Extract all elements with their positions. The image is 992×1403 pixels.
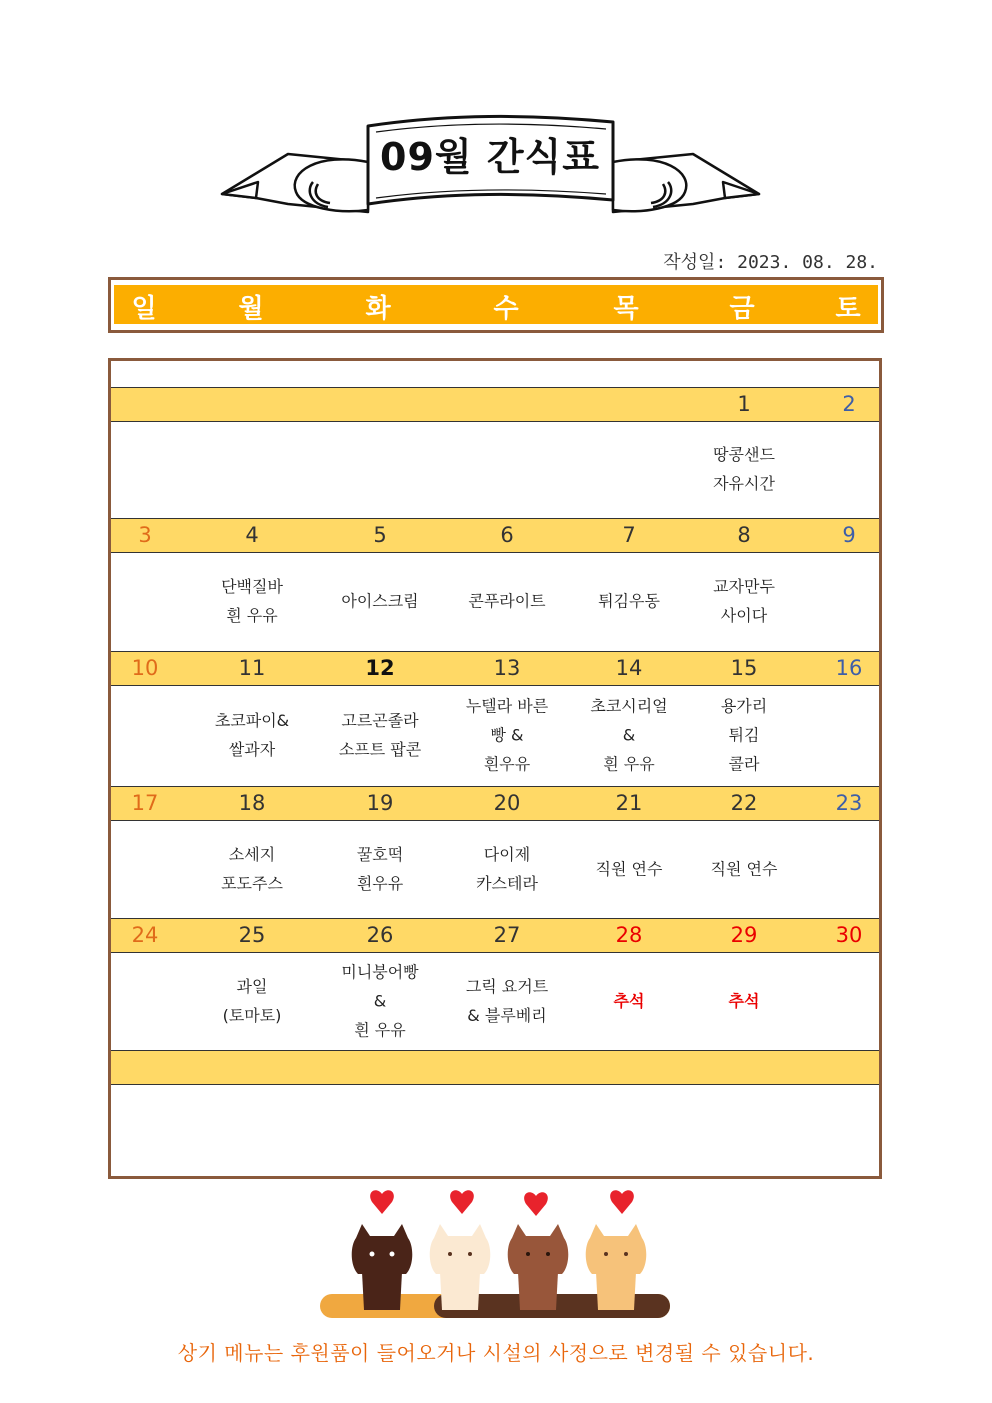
heart-icon bbox=[450, 1190, 474, 1214]
date-number: 19 bbox=[366, 791, 394, 815]
menu-item: 흰 우유 bbox=[354, 1020, 406, 1039]
date-number: 10 bbox=[131, 656, 159, 680]
menu-item: 직원 연수 bbox=[710, 859, 778, 878]
menu-item: & bbox=[622, 725, 636, 745]
menu-item: 고르곤졸라 bbox=[341, 711, 419, 730]
written-date: 작성일: 2023. 08. 28. bbox=[663, 252, 878, 273]
menu-cell bbox=[713, 572, 775, 630]
menu-item: 콘푸라이트 bbox=[468, 591, 546, 611]
menu-cell bbox=[223, 972, 282, 1030]
menu-item: 흰 우유 bbox=[603, 754, 655, 774]
date-number: 16 bbox=[835, 656, 863, 680]
date-number: 23 bbox=[835, 791, 863, 815]
weekday-header-fill bbox=[114, 285, 878, 324]
date-band bbox=[111, 1050, 879, 1085]
menu-item: 콜라 bbox=[728, 754, 760, 774]
date-number: 6 bbox=[500, 523, 514, 547]
menu-item: 과일 bbox=[236, 976, 268, 996]
date-number: 30 bbox=[835, 923, 863, 947]
date-number: 29 bbox=[730, 923, 758, 947]
menu-item: & 블루베리 bbox=[467, 1005, 547, 1025]
menu-cell bbox=[614, 986, 645, 1015]
date-number: 21 bbox=[615, 791, 643, 815]
date-number: 3 bbox=[138, 523, 152, 547]
date-number: 7 bbox=[622, 523, 636, 547]
menu-item: 땅콩샌드 bbox=[713, 445, 775, 464]
cats-illustration bbox=[316, 1186, 676, 1334]
date-number: 2 bbox=[842, 392, 856, 416]
menu-item: 자유시간 bbox=[713, 474, 775, 493]
date-number: 1 bbox=[737, 392, 751, 416]
date-number: 14 bbox=[615, 656, 643, 680]
weekday-fri: 금 bbox=[729, 294, 755, 324]
date-number: 8 bbox=[737, 523, 751, 547]
menu-item: 초코시리얼 bbox=[590, 696, 668, 716]
menu-cell bbox=[598, 587, 660, 616]
menu-item: 튀김 bbox=[728, 725, 760, 745]
date-number: 9 bbox=[842, 523, 856, 547]
date-band bbox=[111, 918, 879, 953]
menu-cell bbox=[341, 587, 418, 616]
menu-cell bbox=[466, 692, 548, 779]
menu-item: 쌀과자 bbox=[228, 740, 276, 759]
menu-item: 흰우유 bbox=[483, 754, 531, 774]
date-number: 15 bbox=[730, 656, 758, 680]
menu-item: 그릭 요거트 bbox=[465, 976, 549, 996]
menu-item: 흰 우유 bbox=[226, 606, 278, 625]
menu-item: 미니붕어빵 bbox=[341, 962, 419, 981]
date-number: 11 bbox=[238, 656, 266, 680]
page-title: 09월 간식표 bbox=[380, 135, 600, 179]
date-number: 5 bbox=[373, 523, 387, 547]
weekday-header-bar bbox=[108, 277, 884, 333]
menu-item: 추석 bbox=[613, 991, 645, 1010]
heart-icon bbox=[370, 1190, 394, 1214]
menu-item: 소세지 bbox=[228, 844, 276, 864]
menu-item: 빵 & bbox=[490, 725, 524, 745]
menu-item: 단백질바 bbox=[221, 577, 283, 596]
menu-cell bbox=[721, 692, 767, 779]
date-number: 20 bbox=[493, 791, 521, 815]
date-number: 24 bbox=[131, 923, 159, 947]
menu-cell bbox=[221, 572, 283, 630]
menu-item: 소프트 팝콘 bbox=[338, 740, 422, 759]
weekday-sun: 일 bbox=[131, 294, 157, 324]
menu-item: 꿀호떡 bbox=[356, 844, 404, 864]
menu-item: 카스테라 bbox=[476, 873, 538, 893]
menu-cell bbox=[596, 854, 663, 883]
date-number: 18 bbox=[238, 791, 266, 815]
menu-item: 다이제 bbox=[483, 844, 531, 864]
notice-text: 상기 메뉴는 후원품이 들어오거나 시설의 사정으로 변경될 수 있습니다. bbox=[177, 1341, 815, 1365]
menu-item: 교자만두 bbox=[713, 577, 775, 596]
menu-cell bbox=[215, 706, 289, 764]
menu-item: 추석 bbox=[728, 991, 760, 1010]
menu-cell bbox=[221, 840, 283, 898]
menu-item: 직원 연수 bbox=[595, 859, 663, 878]
weekday-tue: 화 bbox=[365, 294, 391, 324]
weekday-mon: 월 bbox=[238, 294, 264, 324]
menu-item: 사이다 bbox=[720, 606, 768, 625]
date-band bbox=[111, 651, 879, 686]
weekday-wed: 수 bbox=[493, 294, 519, 324]
heart-icon bbox=[524, 1192, 548, 1216]
menu-cell bbox=[341, 957, 418, 1044]
menu-item: 아이스크림 bbox=[341, 591, 419, 611]
date-number: 4 bbox=[245, 523, 259, 547]
date-band bbox=[111, 518, 879, 553]
weekday-thu: 목 bbox=[613, 294, 639, 324]
menu-cell bbox=[729, 986, 760, 1015]
date-number: 28 bbox=[615, 923, 643, 947]
heart-icon bbox=[610, 1190, 634, 1214]
menu-item: & bbox=[373, 991, 387, 1010]
calendar-grid bbox=[108, 358, 882, 1179]
date-number: 17 bbox=[131, 791, 159, 815]
date-number: 26 bbox=[366, 923, 394, 947]
date-band bbox=[111, 387, 879, 422]
date-number: 25 bbox=[238, 923, 266, 947]
date-number: 12 bbox=[365, 656, 395, 680]
menu-cell bbox=[468, 587, 545, 616]
menu-cell bbox=[476, 840, 538, 898]
date-band bbox=[111, 786, 879, 821]
menu-cell bbox=[339, 706, 421, 764]
date-number: 13 bbox=[493, 656, 521, 680]
menu-item: 용가리 bbox=[720, 696, 768, 716]
menu-cell bbox=[711, 854, 778, 883]
menu-item: 초코파이& bbox=[214, 711, 290, 730]
date-number: 27 bbox=[493, 923, 521, 947]
menu-cell bbox=[590, 692, 667, 779]
menu-cell bbox=[466, 972, 548, 1030]
menu-item: 누텔라 바른 bbox=[465, 696, 549, 716]
date-number: 22 bbox=[730, 791, 758, 815]
menu-cell bbox=[357, 840, 403, 898]
menu-item: 튀김우동 bbox=[598, 591, 660, 611]
menu-item: 포도주스 bbox=[221, 873, 283, 893]
menu-cell bbox=[713, 440, 775, 498]
menu-item: 흰우유 bbox=[356, 873, 404, 893]
weekday-sat: 토 bbox=[835, 294, 861, 324]
menu-item: (토마토) bbox=[222, 1005, 282, 1025]
